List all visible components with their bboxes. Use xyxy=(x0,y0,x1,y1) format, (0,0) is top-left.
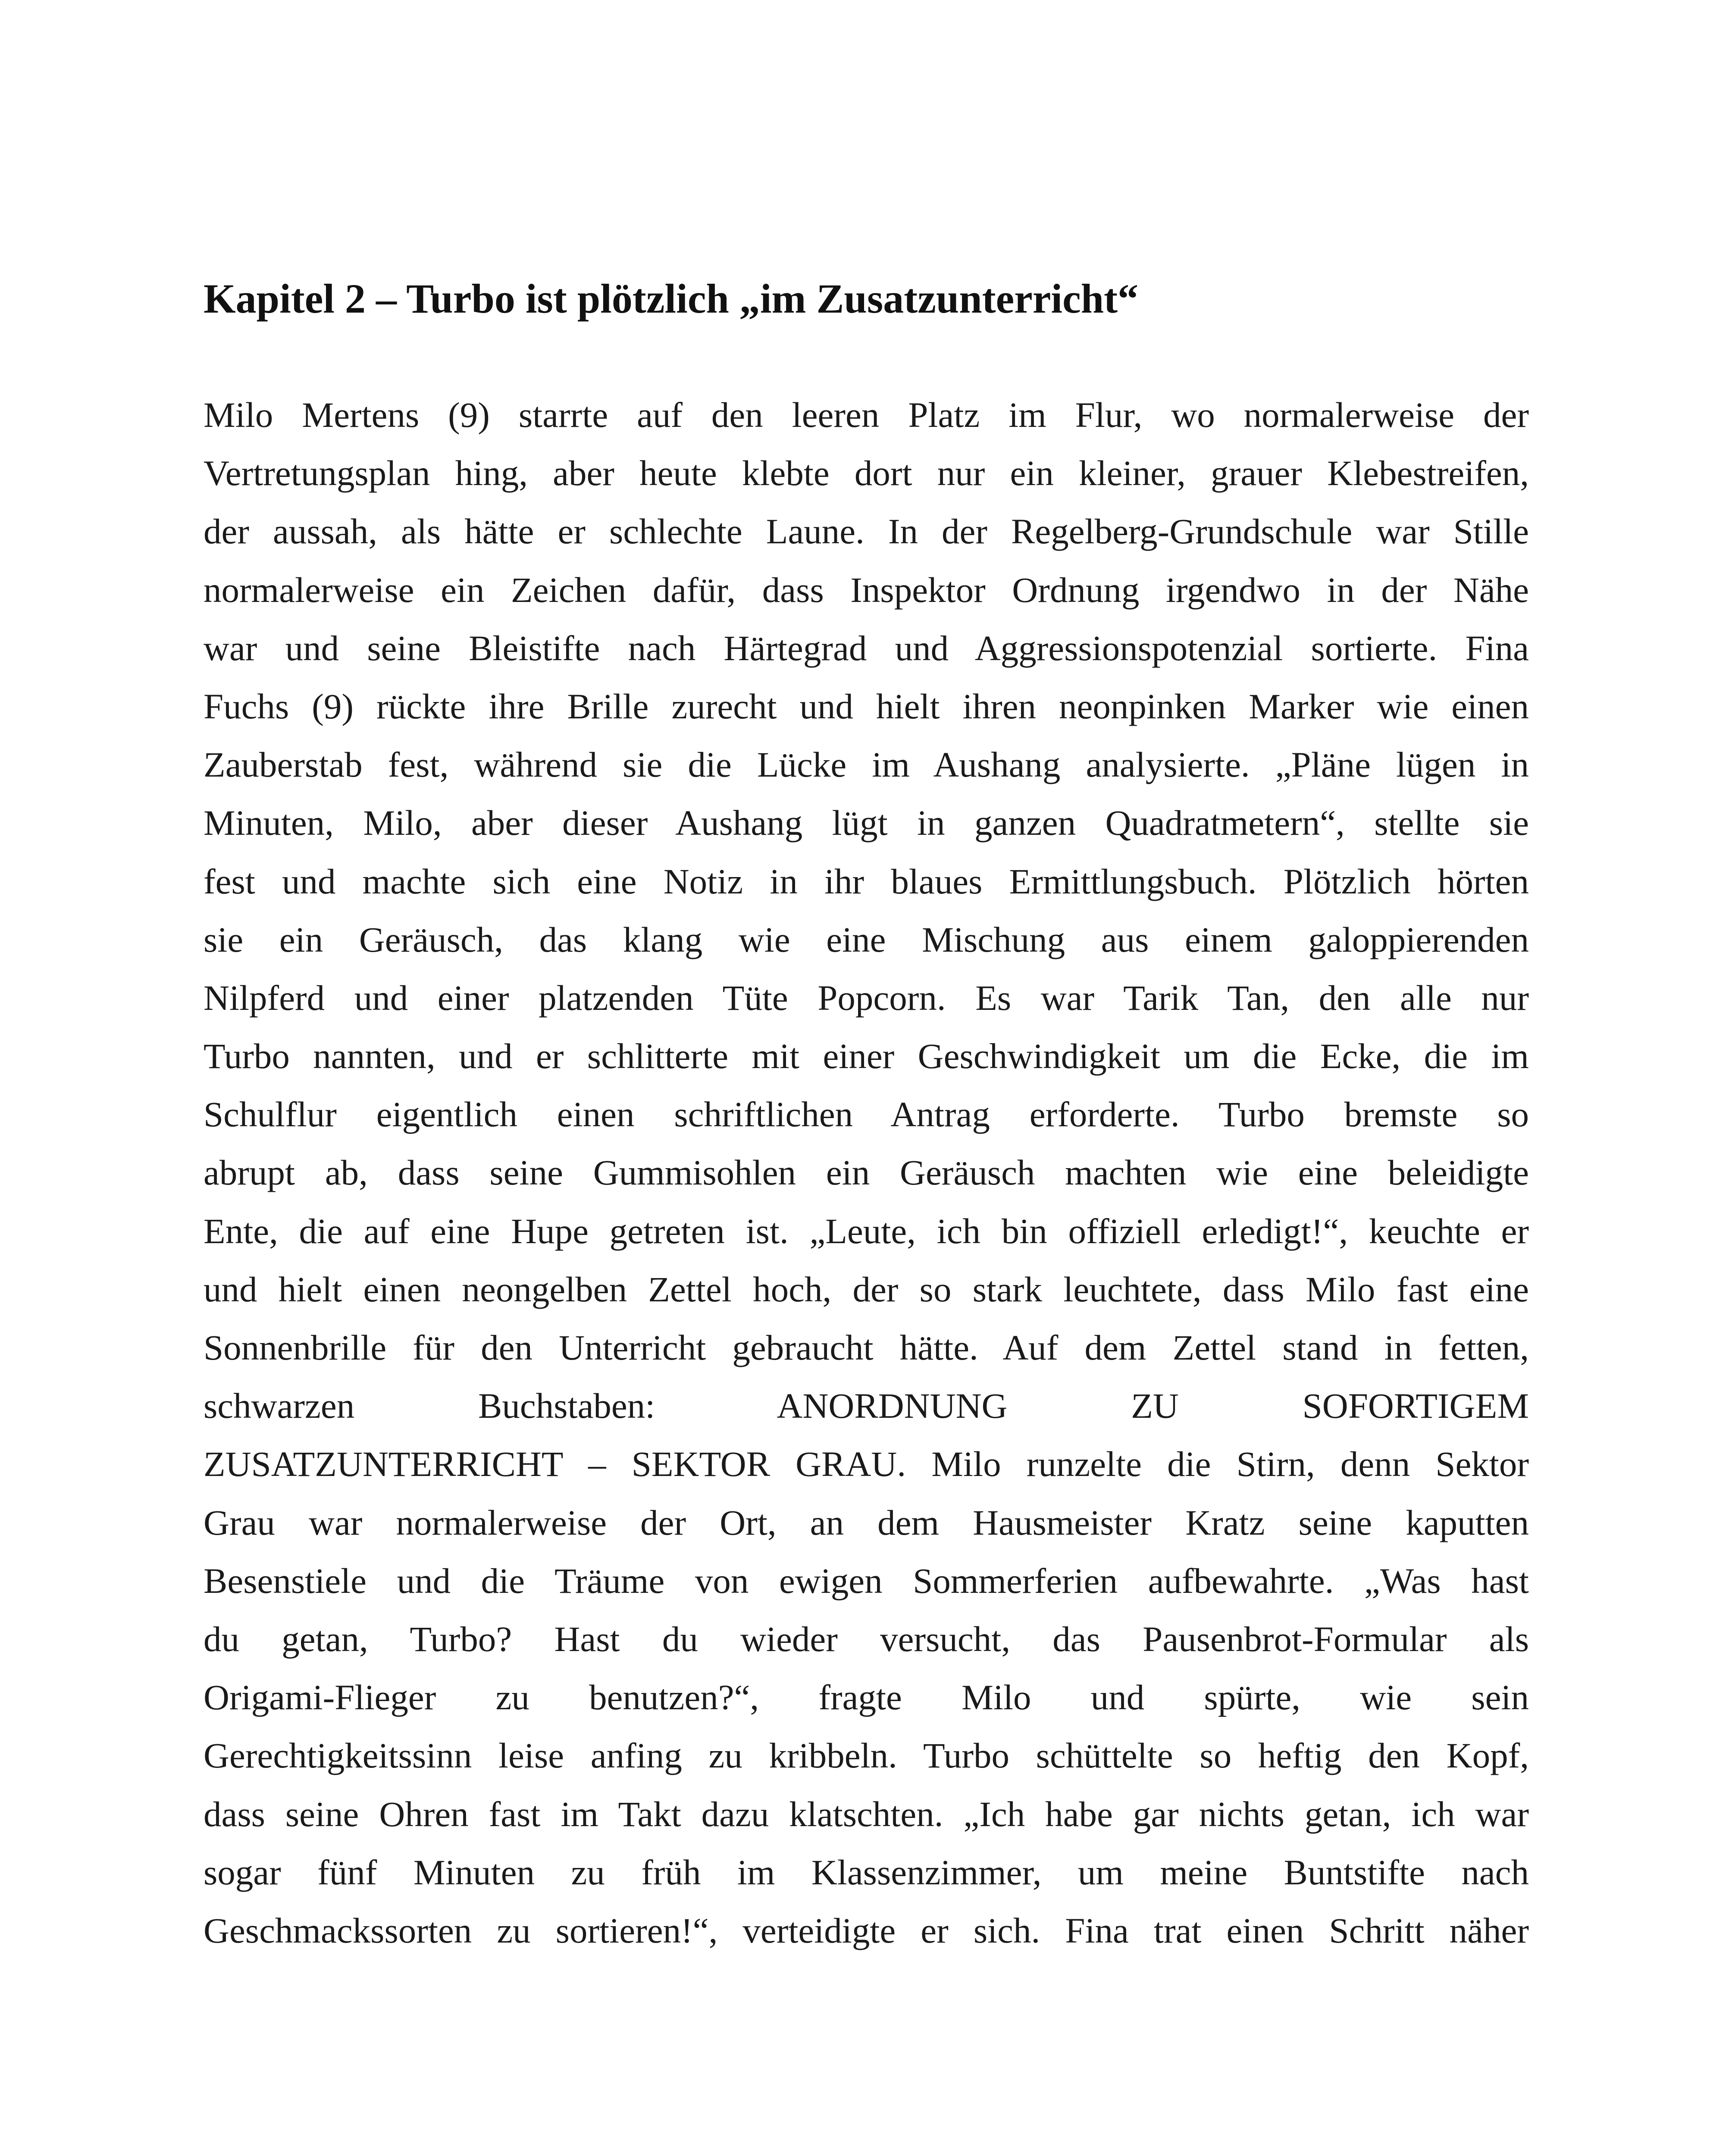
text-line: Geschmackssorten zu sortieren!“, verteidigte er sich. Fina trat einen Schritt näher xyxy=(204,1910,1529,1950)
text-line: Milo Mertens (9) starrte auf den leeren Platz im Flur, wo normalerweise der xyxy=(204,395,1529,435)
text-line: abrupt ab, dass seine Gummisohlen ein Geräusch machten wie eine beleidigte xyxy=(204,1153,1529,1193)
text-line: Turbo nannten, und er schlitterte mit einer Geschwindigkeit um die Ecke, die im xyxy=(204,1036,1529,1076)
text-line: du getan, Turbo? Hast du wieder versucht, das Pausenbrot-Formular als xyxy=(204,1619,1529,1659)
text-line: sogar fünf Minuten zu früh im Klassenzimmer, um meine Buntstifte nach xyxy=(204,1852,1529,1892)
body-paragraph xyxy=(204,386,1529,1960)
text-line: ZUSATZUNTERRICHT – SEKTOR GRAU. Milo runzelte die Stirn, denn Sektor xyxy=(204,1444,1529,1484)
text-line: normalerweise ein Zeichen dafür, dass Inspektor Ordnung irgendwo in der Nähe xyxy=(204,570,1529,610)
text-line: Sonnenbrille für den Unterricht gebraucht hätte. Auf dem Zettel stand in fetten, xyxy=(204,1328,1529,1367)
text-line: Vertretungsplan hing, aber heute klebte dort nur ein kleiner, grauer Klebestreifen, xyxy=(204,453,1529,493)
text-line: Ente, die auf eine Hupe getreten ist. „Leute, ich bin offiziell erledigt!“, keuchte er xyxy=(204,1211,1529,1251)
text-line: Grau war normalerweise der Ort, an dem Hausmeister Kratz seine kaputten xyxy=(204,1502,1529,1542)
text-line: Minuten, Milo, aber dieser Aushang lügt in ganzen Quadratmetern“, stellte sie xyxy=(204,803,1529,843)
text-line: fest und machte sich eine Notiz in ihr blaues Ermittlungsbuch. Plötzlich hörten xyxy=(204,861,1529,901)
text-line: der aussah, als hätte er schlechte Laune. In der Regelberg-Grundschule war Stille xyxy=(204,511,1529,552)
text-line: war und seine Bleistifte nach Härtegrad und Aggressionspotenzial sortierte. Fina xyxy=(204,628,1529,668)
text-line: schwarzen Buchstaben: ANORDNUNG ZU SOFORTIGEM xyxy=(204,1386,1529,1426)
text-line: dass seine Ohren fast im Takt dazu klatschten. „Ich habe gar nichts getan, ich war xyxy=(204,1794,1529,1834)
text-line: Fuchs (9) rückte ihre Brille zurecht und hielt ihren neonpinken Marker wie einen xyxy=(204,686,1529,726)
text-line: Origami-Flieger zu benutzen?“, fragte Milo und spürte, wie sein xyxy=(204,1677,1529,1717)
text-line: Schulflur eigentlich einen schriftlichen Antrag erforderte. Turbo bremste so xyxy=(204,1094,1529,1134)
text-line: Besenstiele und die Träume von ewigen Sommerferien aufbewahrte. „Was hast xyxy=(204,1561,1529,1601)
text-line: sie ein Geräusch, das klang wie eine Mischung aus einem galoppierenden xyxy=(204,919,1529,959)
chapter-title: Kapitel 2 – Turbo ist plötzlich „im Zusatzunterricht“ xyxy=(204,276,1139,322)
text-line: und hielt einen neongelben Zettel hoch, der so stark leuchtete, dass Milo fast eine xyxy=(204,1269,1529,1309)
text-line: Nilpferd und einer platzenden Tüte Popcorn. Es war Tarik Tan, den alle nur xyxy=(204,978,1529,1018)
text-line: Gerechtigkeitssinn leise anfing zu kribbeln. Turbo schüttelte so heftig den Kopf, xyxy=(204,1736,1529,1776)
text-line: Zauberstab fest, während sie die Lücke im Aushang analysierte. „Pläne lügen in xyxy=(204,745,1529,785)
